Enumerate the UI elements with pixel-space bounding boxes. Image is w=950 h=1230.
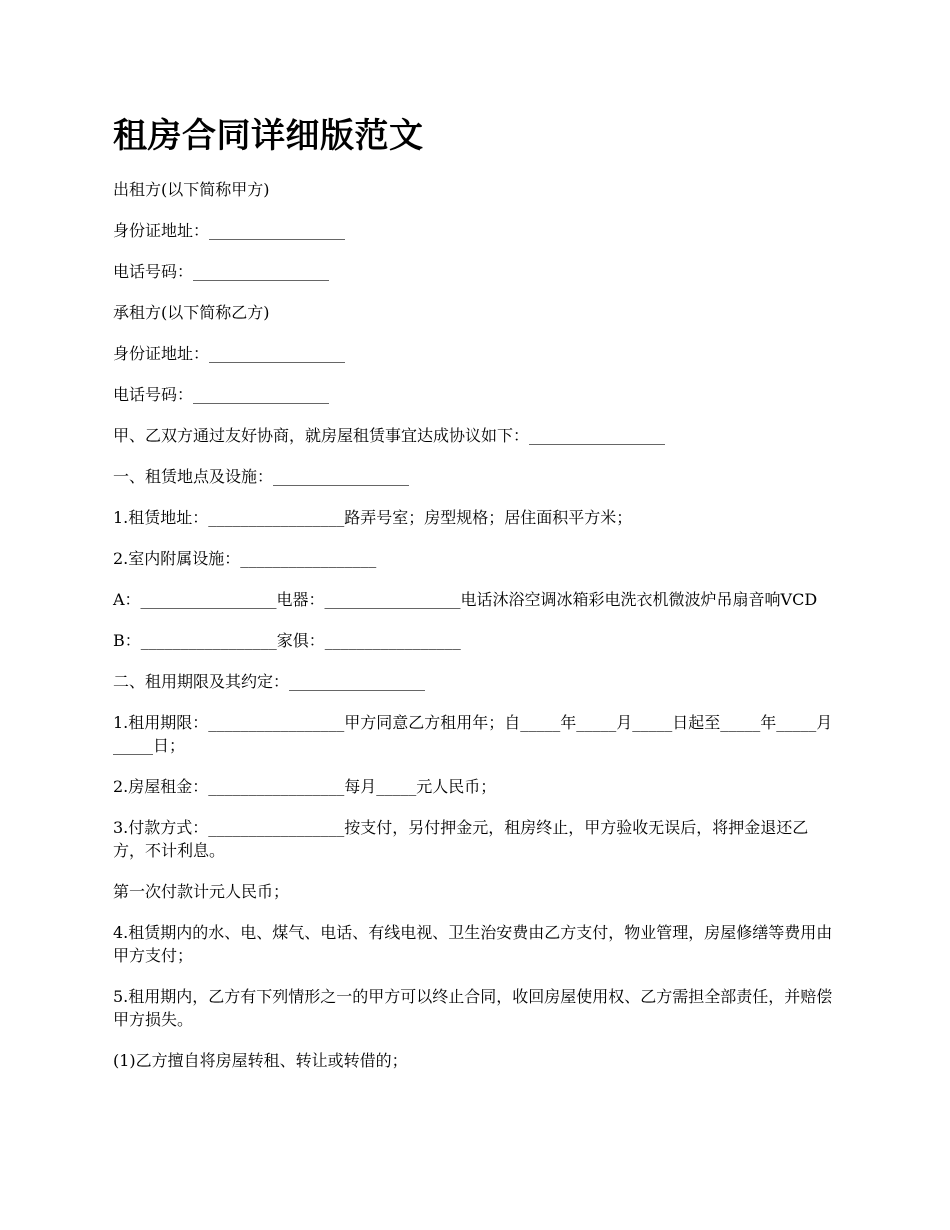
paragraph-sublet-clause: (1)乙方擅自将房屋转租、转让或转借的； — [113, 1051, 408, 1070]
paragraph-lessor-phone: 电话号码：_________________ — [113, 262, 330, 281]
paragraph-lessee-phone: 电话号码：_________________ — [113, 385, 330, 404]
paragraph-appliances: A：_________________电器：_________________电话沐浴空调冰箱彩电洗衣机微波炉吊扇音响VCD — [113, 590, 818, 609]
paragraph-lessee: 承租方(以下简称乙方) — [113, 303, 270, 322]
paragraph-utilities: 4.租赁期内的水、电、煤气、电话、有线电视、卫生治安费由乙方支付，物业管理，房屋修缮等费用由甲方支付； — [113, 923, 833, 965]
paragraph-payment-method: 3.付款方式：_________________按支付，另付押金元，租房终止，甲方验收无误后，将押金退还乙方，不计利息。 — [113, 818, 809, 860]
document-title: 租房合同详细版范文 — [113, 116, 424, 156]
paragraph-facilities: 2.室内附属设施：_________________ — [113, 549, 377, 568]
paragraph-rental-term: 1.租用期限：_________________甲方同意乙方租用年；自_____年_____月_____日起至_____年_____月_____日； — [113, 713, 833, 755]
paragraph-lessee-id-address: 身份证地址：_________________ — [113, 344, 346, 363]
section-heading-term: 二、租用期限及其约定：_________________ — [113, 672, 426, 691]
paragraph-agreement-intro: 甲、乙双方通过友好协商，就房屋租赁事宜达成协议如下：_________________ — [113, 426, 666, 445]
paragraph-lessor: 出租方(以下简称甲方) — [113, 180, 270, 199]
paragraph-termination: 5.租用期内，乙方有下列情形之一的甲方可以终止合同，收回房屋使用权、乙方需担全部责任，并赔偿甲方损失。 — [113, 987, 833, 1029]
paragraph-first-payment: 第一次付款计元人民币； — [113, 882, 290, 901]
section-heading-location: 一、租赁地点及设施：_________________ — [113, 467, 410, 486]
paragraph-furniture: B：_________________家俱：_________________ — [113, 631, 461, 650]
paragraph-lessor-id-address: 身份证地址：_________________ — [113, 221, 346, 240]
paragraph-rent: 2.房屋租金：_________________每月_____元人民币； — [113, 777, 497, 796]
document-page — [113, 110, 837, 1090]
paragraph-rental-address: 1.租赁地址：_________________路弄号室；房型规格；居住面积平方米； — [113, 508, 633, 527]
